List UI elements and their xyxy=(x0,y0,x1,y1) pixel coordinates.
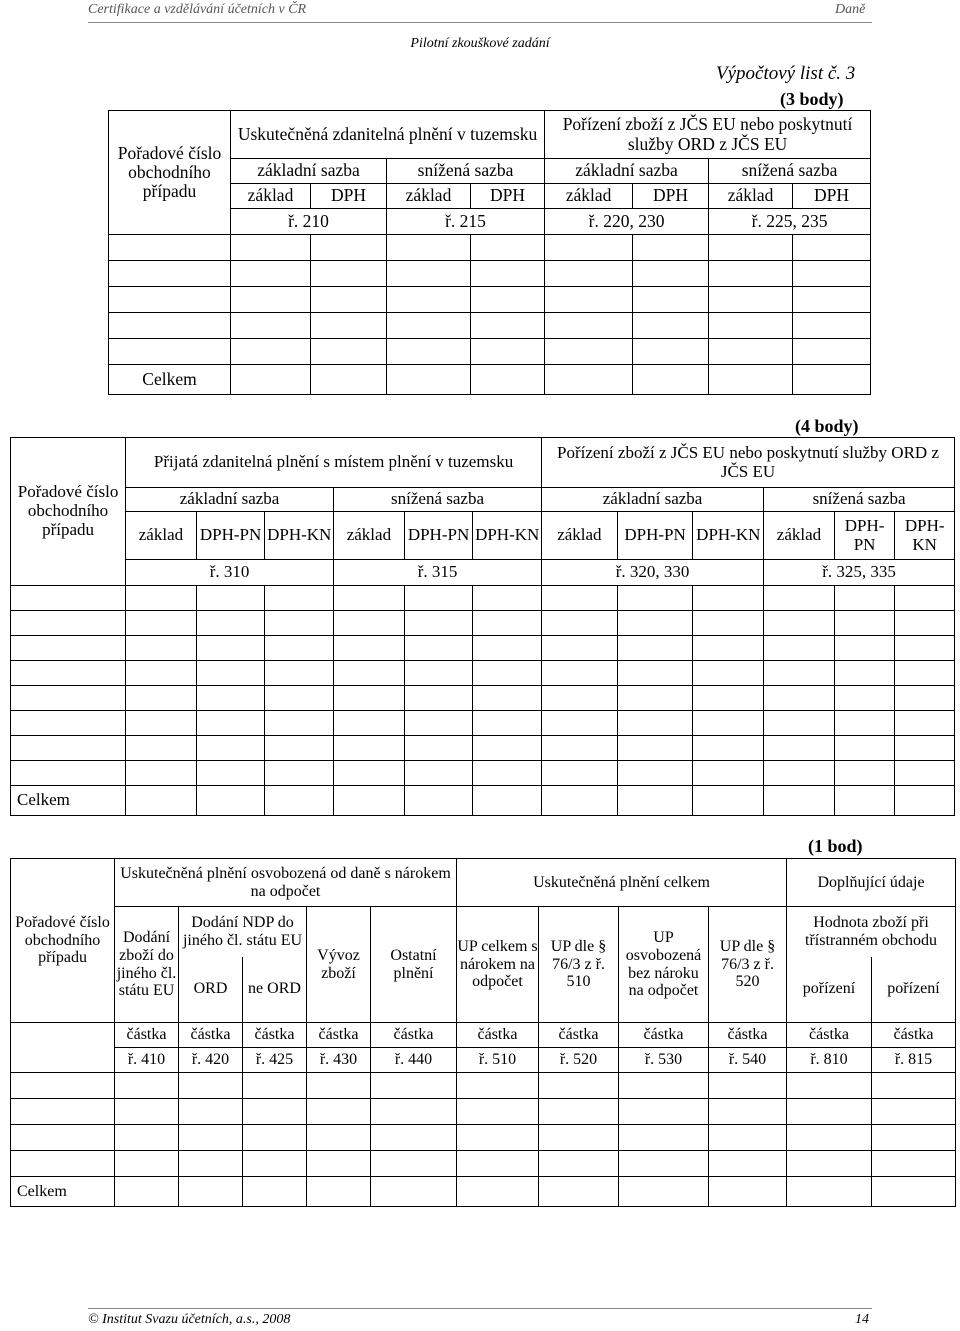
table-row xyxy=(11,736,955,761)
table-row xyxy=(109,313,871,339)
section3-table xyxy=(108,110,871,395)
section5-amount: částka xyxy=(371,1023,457,1048)
section5-row-ref: ř. 420 xyxy=(179,1048,243,1073)
section3-vat: DPH xyxy=(311,184,387,209)
section5-amount: částka xyxy=(243,1023,307,1048)
table-row xyxy=(11,611,955,636)
table-row xyxy=(109,339,871,365)
section5-col-triangle: Hodnota zboží při třístranném obchodu xyxy=(787,907,956,957)
section5-row-ref: ř. 425 xyxy=(243,1048,307,1073)
section4-vat-pn: DPH-PN xyxy=(196,512,265,560)
table-row xyxy=(11,761,955,786)
section5-table xyxy=(10,858,956,1207)
section5-col-supply-eu: Dodání zboží do jiného čl. státu EU xyxy=(115,907,179,1023)
section3-total-label: Celkem xyxy=(109,365,231,395)
section5-col-not-ord: ne ORD xyxy=(243,957,307,1023)
section4-row-ref: ř. 320, 330 xyxy=(542,560,764,586)
total-row xyxy=(11,786,955,816)
section5-amount: částka xyxy=(179,1023,243,1048)
section4-vat-kn: DPH-KN xyxy=(693,512,764,560)
section4-base: základ xyxy=(126,512,197,560)
page-subtitle: Pilotní zkouškové zadání xyxy=(410,36,550,51)
table-row xyxy=(11,1073,956,1099)
section5-group-exempt: Uskutečněná plnění osvobozená od daně s nárokem na odpočet xyxy=(115,859,457,907)
page-number: 14 xyxy=(855,1312,869,1327)
total-row xyxy=(11,1177,956,1207)
section4-vat-kn: DPH-KN xyxy=(473,512,542,560)
table-row xyxy=(11,1151,956,1177)
section4-row-ref: ř. 310 xyxy=(126,560,334,586)
table-row xyxy=(109,261,871,287)
section3-basic-rate: základní sazba xyxy=(231,159,387,184)
total-row xyxy=(109,365,871,395)
section4-table xyxy=(10,437,955,816)
header-left: Certifikace a vzdělávání účetních v ČR xyxy=(88,2,307,17)
section4-total-label: Celkem xyxy=(11,786,126,816)
section5-total-label: Celkem xyxy=(11,1177,115,1207)
section3-vat: DPH xyxy=(471,184,545,209)
section3-row-ref: ř. 210 xyxy=(231,209,387,235)
section3-group-a: Uskutečněná zdanitelná plnění v tuzemsku xyxy=(231,111,545,159)
section5-order-col-header: Pořadové číslo obchodního případu xyxy=(11,859,115,1023)
section5-col-ndp: Dodání NDP do jiného čl. státu EU xyxy=(179,907,307,957)
section5-row-ref: ř. 410 xyxy=(115,1048,179,1073)
section3-vat: DPH xyxy=(633,184,709,209)
section4-vat-kn: DPH-KN xyxy=(265,512,334,560)
section5-amount: částka xyxy=(539,1023,619,1048)
section4-row-ref: ř. 325, 335 xyxy=(764,560,955,586)
section3-base: základ xyxy=(545,184,633,209)
section5-col-acq2: pořízení xyxy=(872,957,956,1023)
section3-base: základ xyxy=(231,184,311,209)
section3-basic-rate: základní sazba xyxy=(545,159,709,184)
section5-points: (1 bod) xyxy=(808,836,863,856)
table-row xyxy=(11,586,955,611)
section5-row-ref: ř. 510 xyxy=(457,1048,539,1073)
section4-group-b: Pořízení zboží z JČS EU nebo poskytnutí služby ORD z JČS EU xyxy=(542,438,955,488)
section4-basic-rate: základní sazba xyxy=(542,488,764,512)
section4-row-ref: ř. 315 xyxy=(334,560,542,586)
section3-points: (3 body) xyxy=(780,89,844,109)
section4-vat-kn: DPH-KN xyxy=(895,512,955,560)
section3-row-ref: ř. 225, 235 xyxy=(709,209,871,235)
section5-group-extra: Doplňující údaje xyxy=(787,859,956,907)
table-row xyxy=(109,235,871,261)
section5-amount: částka xyxy=(115,1023,179,1048)
section5-row-ref: ř. 815 xyxy=(872,1048,956,1073)
section5-row-ref: ř. 520 xyxy=(539,1048,619,1073)
section3-base: základ xyxy=(387,184,471,209)
section3-reduced-rate: snížená sazba xyxy=(387,159,545,184)
section3-row-ref: ř. 220, 230 xyxy=(545,209,709,235)
section3-row-ref: ř. 215 xyxy=(387,209,545,235)
section3-order-col-header: Pořadové číslo obchodního případu xyxy=(109,111,231,235)
footer-copyright: © Institut Svazu účetních, a.s., 2008 xyxy=(88,1312,291,1327)
table-row xyxy=(11,711,955,736)
section4-points: (4 body) xyxy=(795,416,859,436)
section4-base: základ xyxy=(334,512,405,560)
section5-amount: částka xyxy=(307,1023,371,1048)
section5-col-export: Vývoz zboží xyxy=(307,907,371,1023)
section5-row-ref: ř. 440 xyxy=(371,1048,457,1073)
section4-base: základ xyxy=(764,512,835,560)
section3-base: základ xyxy=(709,184,793,209)
section5-col-up-exempt: UP osvobozená bez nároku na odpočet xyxy=(619,907,709,1023)
section3-reduced-rate: snížená sazba xyxy=(709,159,871,184)
table-row xyxy=(109,287,871,313)
section4-vat-pn: DPH-PN xyxy=(834,512,895,560)
section5-amount: částka xyxy=(709,1023,787,1048)
section5-col-up-76-520: UP dle § 76/3 z ř. 520 xyxy=(709,907,787,1023)
section5-amount: částka xyxy=(872,1023,956,1048)
header-right: Daně xyxy=(835,2,866,17)
worksheet-title: Výpočtový list č. 3 xyxy=(716,63,856,84)
section4-base: základ xyxy=(542,512,618,560)
table-row xyxy=(11,1099,956,1125)
section5-group-total: Uskutečněná plnění celkem xyxy=(457,859,787,907)
table-row xyxy=(11,686,955,711)
section5-row-ref: ř. 540 xyxy=(709,1048,787,1073)
section5-col-ord: ORD xyxy=(179,957,243,1023)
section5-amount: částka xyxy=(787,1023,872,1048)
section5-col-acq1: pořízení xyxy=(787,957,872,1023)
table-row xyxy=(11,636,955,661)
section5-col-up-76-510: UP dle § 76/3 z ř. 510 xyxy=(539,907,619,1023)
section4-vat-pn: DPH-PN xyxy=(404,512,473,560)
section4-group-a: Přijatá zdanitelná plnění s místem plnění v tuzemsku xyxy=(126,438,542,488)
section4-vat-pn: DPH-PN xyxy=(617,512,693,560)
section5-row-ref: ř. 430 xyxy=(307,1048,371,1073)
section4-order-col-header: Pořadové číslo obchodního případu xyxy=(11,438,126,586)
table-row xyxy=(11,1125,956,1151)
section4-reduced-rate: snížená sazba xyxy=(334,488,542,512)
section4-basic-rate: základní sazba xyxy=(126,488,334,512)
section3-group-b: Pořízení zboží z JČS EU nebo poskytnutí služby ORD z JČS EU xyxy=(545,111,871,159)
section5-row-ref: ř. 810 xyxy=(787,1048,872,1073)
footer-rule xyxy=(88,1308,872,1309)
section3-vat: DPH xyxy=(793,184,871,209)
section5-amount: částka xyxy=(457,1023,539,1048)
section4-reduced-rate: snížená sazba xyxy=(764,488,955,512)
section5-amount: částka xyxy=(619,1023,709,1048)
section5-col-other: Ostatní plnění xyxy=(371,907,457,1023)
header-rule xyxy=(88,22,872,23)
section5-row-ref: ř. 530 xyxy=(619,1048,709,1073)
section5-col-up-total: UP celkem s nárokem na odpočet xyxy=(457,907,539,1023)
table-row xyxy=(11,661,955,686)
